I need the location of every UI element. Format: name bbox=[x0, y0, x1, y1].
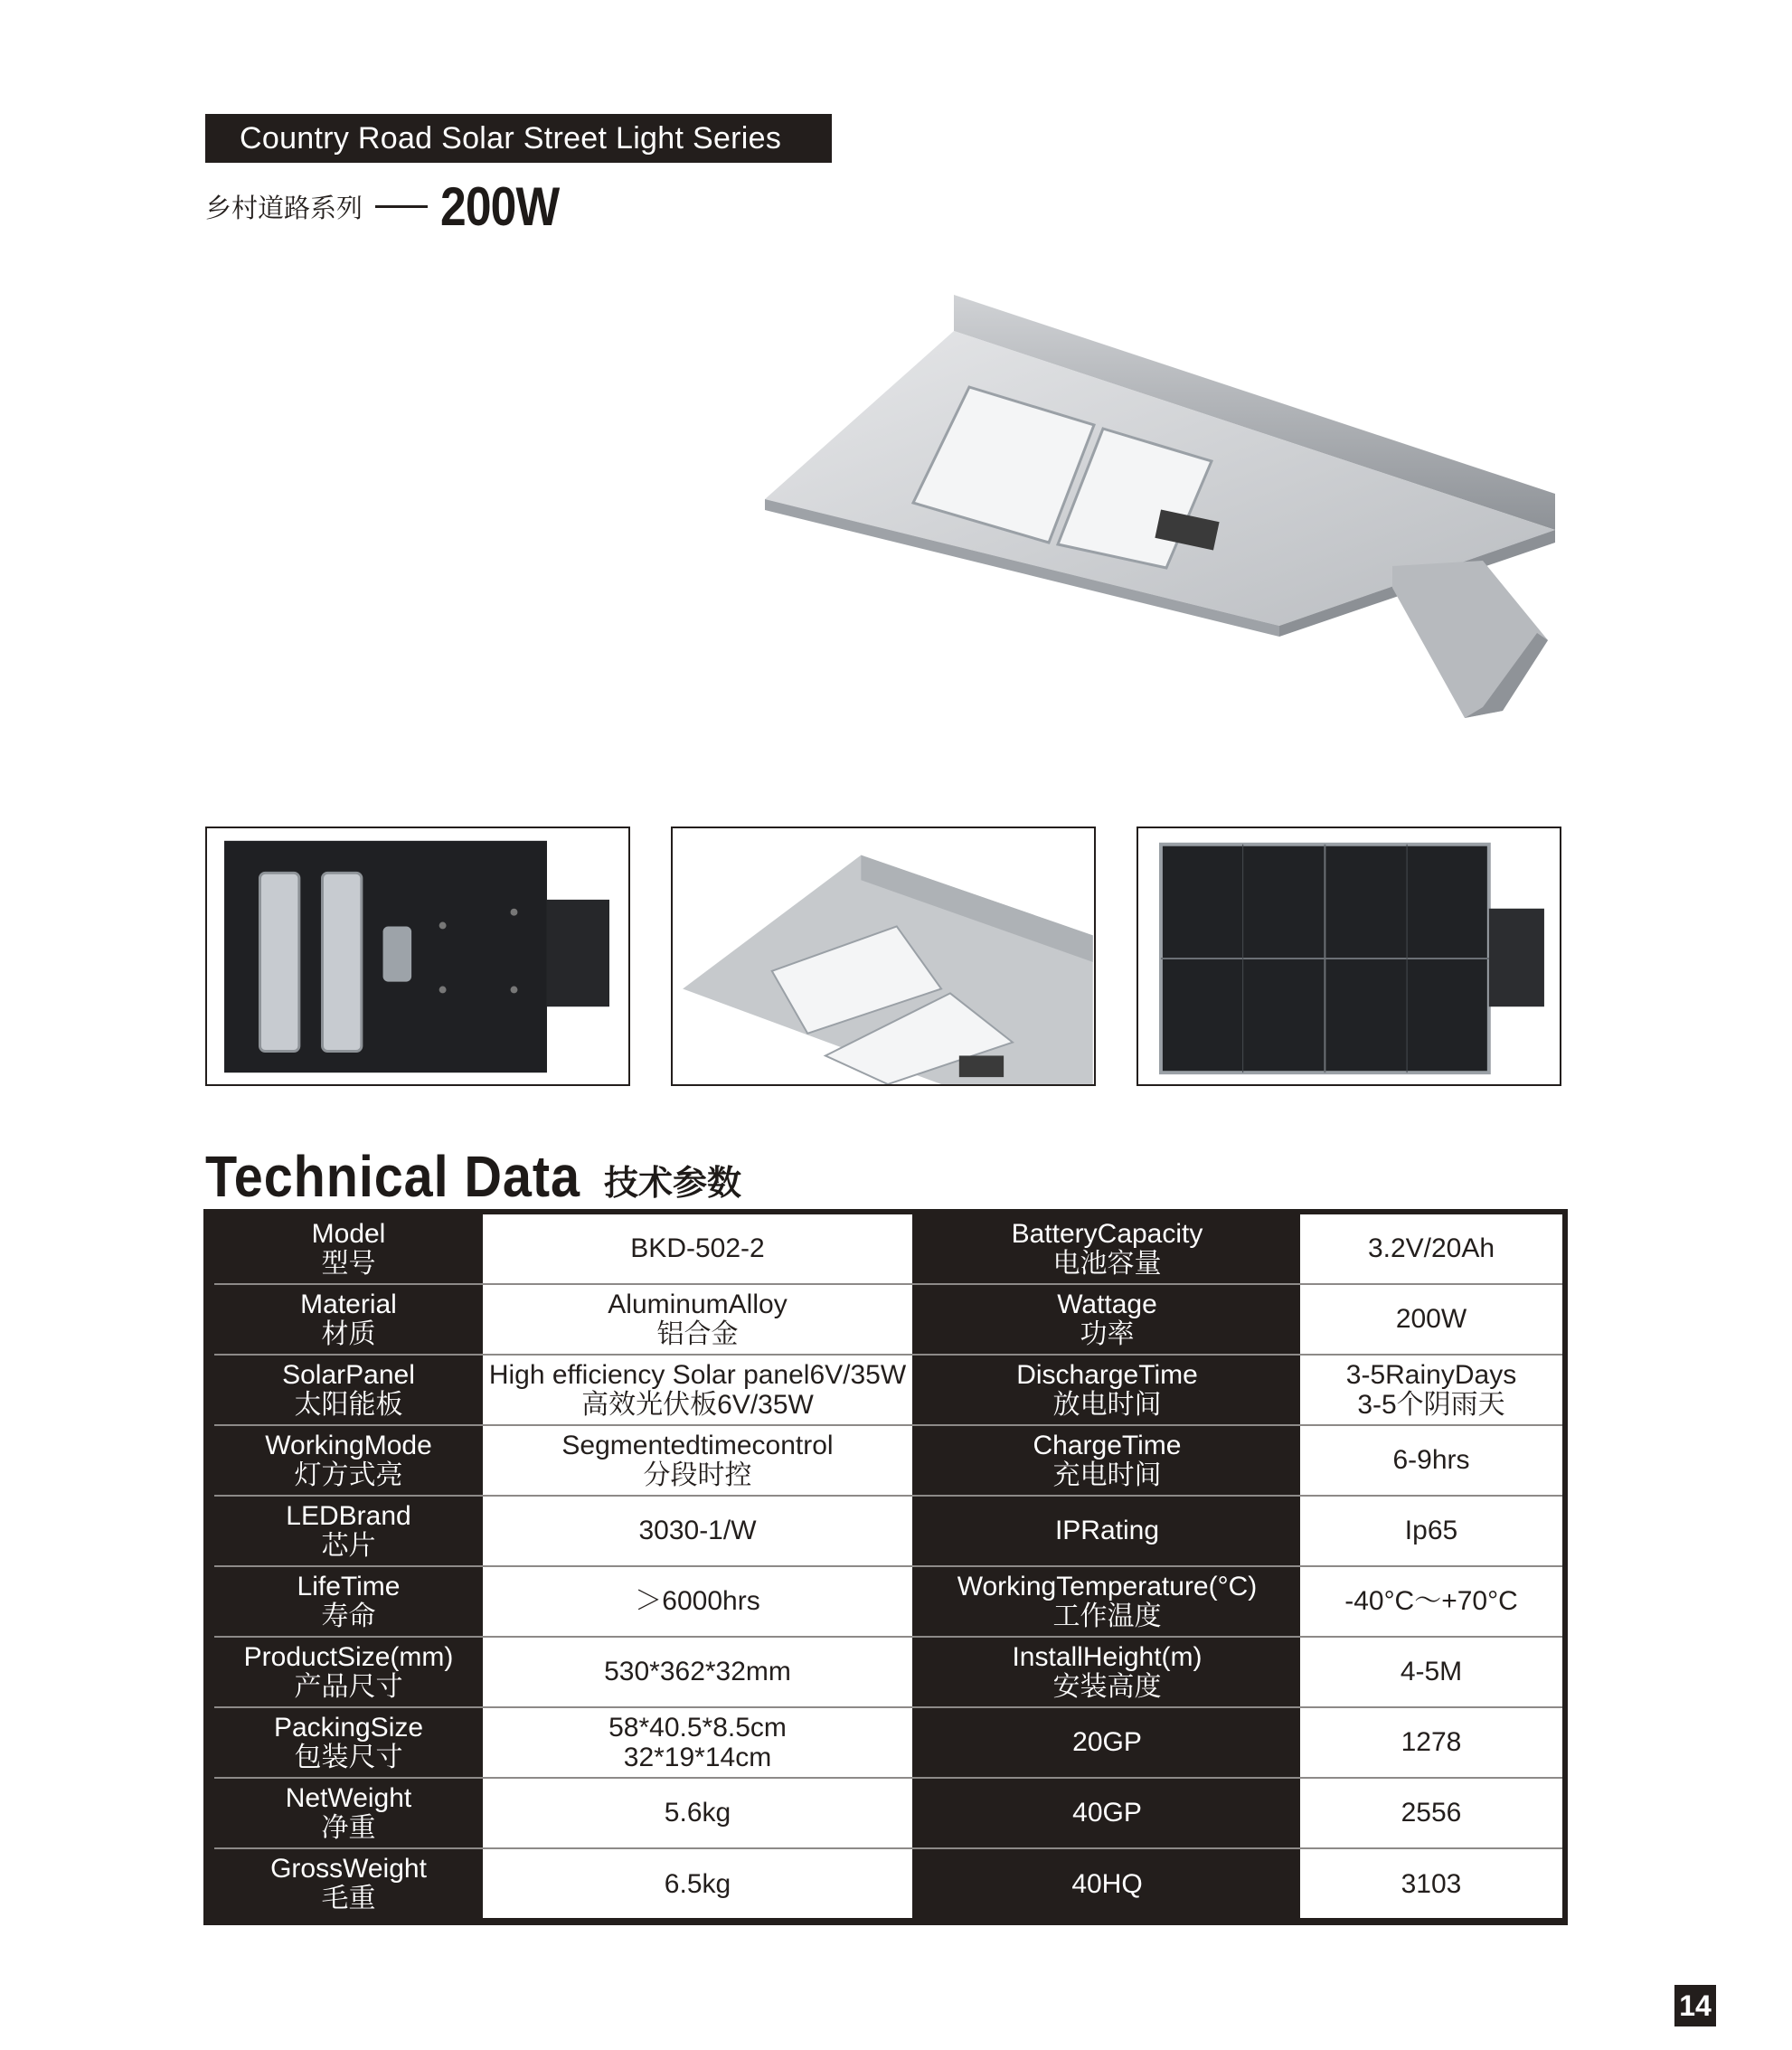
series-banner: Country Road Solar Street Light Series bbox=[205, 114, 832, 163]
spec-value-line-1: 6.5kg bbox=[664, 1868, 731, 1899]
spec-label-line-1: 40HQ bbox=[1071, 1868, 1143, 1899]
spec-label-line-1: Model bbox=[311, 1218, 386, 1249]
spec-label-line-1: IPRating bbox=[1054, 1516, 1160, 1546]
spec-value bbox=[483, 1637, 913, 1707]
spec-value-line-1: 5.6kg bbox=[664, 1798, 731, 1828]
spec-label-line-2: 包装尺寸 bbox=[294, 1742, 403, 1772]
spec-value-line-1: ＞6000hrs bbox=[635, 1586, 760, 1617]
table-row bbox=[214, 1284, 1562, 1355]
spec-label bbox=[214, 1284, 483, 1355]
series-cn-label: 乡村道路系列 bbox=[205, 194, 363, 223]
spec-label-line-1: GrossWeight bbox=[270, 1854, 427, 1884]
spec-value bbox=[1300, 1284, 1562, 1355]
spec-label-line-1: BatteryCapacity bbox=[1011, 1218, 1203, 1249]
page-number: 14 bbox=[1674, 1985, 1716, 2026]
spec-label bbox=[913, 1425, 1300, 1496]
spec-value bbox=[483, 1284, 913, 1355]
specification-table bbox=[203, 1209, 1568, 1925]
spec-label-line-1: WorkingTemperature(°C) bbox=[957, 1571, 1258, 1601]
spec-value-line-1: 3.2V/20Ah bbox=[1367, 1233, 1495, 1264]
spec-label-line-2: 毛重 bbox=[321, 1884, 376, 1913]
spec-label bbox=[214, 1425, 483, 1496]
spec-label bbox=[214, 1778, 483, 1848]
spec-label bbox=[913, 1707, 1300, 1778]
table-row bbox=[214, 1848, 1562, 1918]
spec-label bbox=[214, 1566, 483, 1637]
spec-label bbox=[214, 1355, 483, 1425]
dash-divider bbox=[375, 205, 428, 208]
spec-value bbox=[1300, 1778, 1562, 1848]
table-row bbox=[214, 1496, 1562, 1566]
spec-value-line-2: 分段时控 bbox=[643, 1460, 752, 1490]
spec-value bbox=[1300, 1425, 1562, 1496]
spec-label bbox=[913, 1496, 1300, 1566]
spec-label-line-1: DischargeTime bbox=[1016, 1359, 1198, 1390]
spec-label-line-2: 充电时间 bbox=[1052, 1460, 1162, 1490]
spec-label-line-2: 工作温度 bbox=[1052, 1601, 1162, 1631]
spec-label-line-1: 20GP bbox=[1072, 1727, 1142, 1758]
spec-label bbox=[913, 1778, 1300, 1848]
table-row bbox=[214, 1425, 1562, 1496]
spec-value-line-1: 58*40.5*8.5cm bbox=[608, 1712, 787, 1743]
spec-label-line-1: ChargeTime bbox=[1033, 1430, 1182, 1460]
spec-value bbox=[1300, 1355, 1562, 1425]
table-row bbox=[214, 1566, 1562, 1637]
spec-value-line-2: 铝合金 bbox=[656, 1318, 739, 1349]
spec-value bbox=[483, 1848, 913, 1918]
table-row bbox=[214, 1214, 1562, 1284]
spec-label-line-2: 安装高度 bbox=[1052, 1671, 1162, 1702]
spec-label-line-1: NetWeight bbox=[285, 1782, 412, 1813]
spec-value bbox=[1300, 1848, 1562, 1918]
spec-label-line-2: 型号 bbox=[321, 1248, 376, 1279]
spec-value bbox=[1300, 1566, 1562, 1637]
technical-data-title-cn: 技术参数 bbox=[603, 1165, 741, 1203]
spec-label-line-1: LifeTime bbox=[297, 1571, 401, 1601]
spec-label-line-2: 功率 bbox=[1080, 1318, 1135, 1349]
spec-value bbox=[1300, 1637, 1562, 1707]
spec-label-line-1: PackingSize bbox=[273, 1712, 424, 1743]
led-underside-view-image bbox=[205, 827, 630, 1086]
spec-label bbox=[214, 1848, 483, 1918]
spec-label-line-2: 灯方式亮 bbox=[294, 1460, 403, 1490]
spec-label-line-2: 芯片 bbox=[321, 1530, 376, 1561]
spec-label-line-2: 产品尺寸 bbox=[294, 1671, 403, 1702]
spec-label-line-2: 电池容量 bbox=[1052, 1248, 1162, 1279]
spec-value-line-1: Ip65 bbox=[1404, 1516, 1458, 1546]
spec-value-line-1: 4-5M bbox=[1400, 1657, 1463, 1687]
spec-value-line-1: 6-9hrs bbox=[1392, 1445, 1470, 1476]
spec-label-line-1: LEDBrand bbox=[286, 1500, 411, 1531]
table-row bbox=[214, 1778, 1562, 1848]
spec-label-line-1: WorkingMode bbox=[265, 1430, 432, 1460]
spec-label-line-2: 寿命 bbox=[321, 1601, 376, 1631]
spec-value bbox=[1300, 1214, 1562, 1284]
spec-value-line-1: -40°C～+70°C bbox=[1344, 1586, 1518, 1617]
spec-label bbox=[913, 1848, 1300, 1918]
spec-value-line-1: BKD-502-2 bbox=[630, 1233, 765, 1264]
spec-label-line-2: 净重 bbox=[321, 1812, 376, 1843]
spec-label bbox=[913, 1284, 1300, 1355]
spec-label-line-2: 材质 bbox=[321, 1318, 376, 1349]
spec-value-line-1: 530*362*32mm bbox=[604, 1657, 791, 1687]
spec-value bbox=[483, 1566, 913, 1637]
spec-value bbox=[483, 1214, 913, 1284]
spec-value-line-1: AluminumAlloy bbox=[608, 1289, 788, 1319]
spec-label-line-2: 放电时间 bbox=[1052, 1389, 1162, 1420]
spec-label-line-1: ProductSize(mm) bbox=[243, 1641, 454, 1672]
spec-label-line-1: InstallHeight(m) bbox=[1012, 1641, 1203, 1672]
spec-value-line-1: 2556 bbox=[1401, 1798, 1462, 1828]
technical-data-title bbox=[205, 1144, 741, 1210]
solar-street-light-image bbox=[759, 289, 1591, 732]
table-row bbox=[214, 1707, 1562, 1778]
spec-label-line-1: Wattage bbox=[1057, 1289, 1157, 1319]
technical-data-title-en: Technical Data bbox=[205, 1144, 580, 1209]
spec-value-line-1: 200W bbox=[1395, 1304, 1467, 1335]
spec-value bbox=[1300, 1707, 1562, 1778]
spec-label-line-1: SolarPanel bbox=[282, 1359, 415, 1390]
spec-value-line-2: 高效光伏板6V/35W bbox=[581, 1389, 814, 1420]
spec-label bbox=[214, 1707, 483, 1778]
spec-value-line-1: 3030-1/W bbox=[638, 1516, 757, 1546]
spec-value-line-2: 32*19*14cm bbox=[623, 1742, 772, 1772]
spec-value-line-1: High efficiency Solar panel6V/35W bbox=[488, 1359, 907, 1390]
spec-label bbox=[913, 1566, 1300, 1637]
spec-value bbox=[483, 1496, 913, 1566]
subtitle bbox=[205, 174, 579, 239]
spec-value bbox=[483, 1707, 913, 1778]
spec-value-line-1: 3103 bbox=[1401, 1868, 1462, 1899]
spec-label bbox=[214, 1637, 483, 1707]
table-row bbox=[214, 1355, 1562, 1425]
spec-value-line-1: 3-5RainyDays bbox=[1345, 1359, 1517, 1390]
spec-value bbox=[483, 1425, 913, 1496]
spec-label bbox=[913, 1214, 1300, 1284]
angled-lamp-view-image bbox=[671, 827, 1096, 1086]
spec-value-line-2: 3-5个阴雨天 bbox=[1357, 1389, 1505, 1420]
spec-label-line-2: 太阳能板 bbox=[294, 1389, 403, 1420]
spec-value-line-1: 1278 bbox=[1401, 1727, 1462, 1758]
spec-label-line-1: 40GP bbox=[1072, 1798, 1142, 1828]
wattage-heading: 200W bbox=[440, 175, 560, 237]
spec-label bbox=[214, 1214, 483, 1284]
spec-value bbox=[1300, 1496, 1562, 1566]
spec-value bbox=[483, 1355, 913, 1425]
solar-panel-top-view-image bbox=[1137, 827, 1561, 1086]
spec-value bbox=[483, 1778, 913, 1848]
spec-label bbox=[913, 1637, 1300, 1707]
table-row bbox=[214, 1637, 1562, 1707]
spec-label bbox=[214, 1496, 483, 1566]
spec-label bbox=[913, 1355, 1300, 1425]
spec-label-line-1: Material bbox=[300, 1289, 397, 1319]
spec-value-line-1: Segmentedtimecontrol bbox=[561, 1430, 834, 1460]
